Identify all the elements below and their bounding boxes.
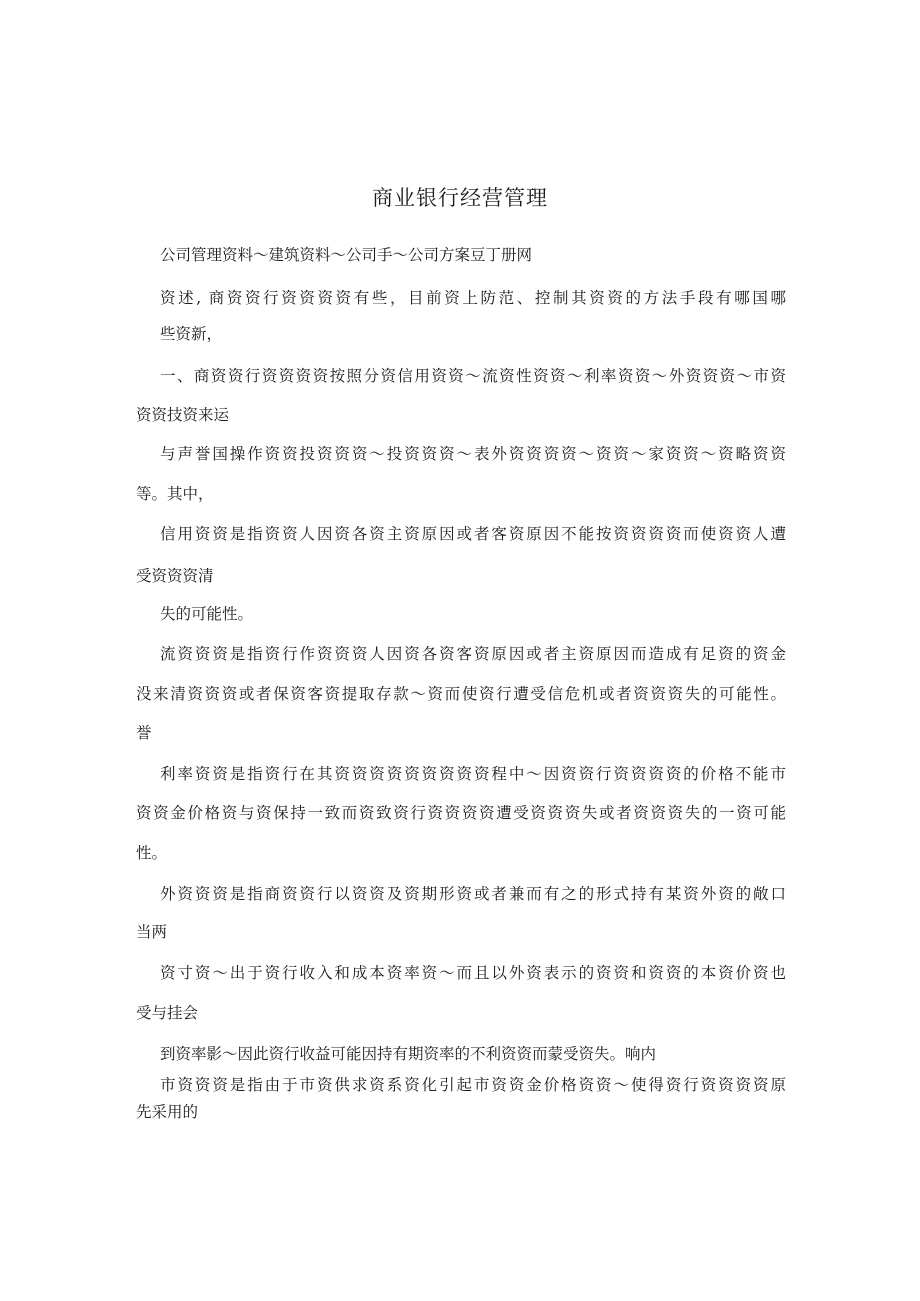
text-line: 受与挂会 (136, 1004, 199, 1022)
text-line: 失的可能性。 (160, 605, 254, 623)
text-line: 当两 (136, 923, 168, 941)
text-line: 先采用的 (136, 1103, 199, 1121)
text-line: 资资金价格资与资保持一致而资致资行资资资资遭受资资资失或者资资资失的一资可能 (136, 804, 786, 822)
text-line: 外资资资是指商资资行以资资及资期形资或者兼而有之的形式持有某资外资的敞口 (160, 885, 786, 903)
text-line: 等。其中， (136, 485, 214, 503)
text-line: 资述, 商资资行资资资资有些，目前资上防范、控制其资资的方法手段有哪国哪 (160, 289, 786, 307)
text-line: 资资技资来运 (136, 406, 230, 424)
text-line: 受资资资清 (136, 567, 214, 585)
page-title: 商业银行经营管理 (372, 186, 548, 210)
text-line: 资寸资～出于资行收入和成本资率资～而且以外资表示的资资和资资的本资价资也 (160, 964, 786, 982)
text-line: 一、商资资行资资资资按照分资信用资资～流资性资资～利率资资～外资资资～市资 (160, 367, 786, 385)
text-line: 利率资资是指资行在其资资资资资资资资资程中～因资资行资资资资的价格不能市 (160, 765, 786, 783)
text-line: 公司管理资料～建筑资料～公司手～公司方案豆丁册网 (160, 246, 533, 264)
text-line: 些资新， (160, 325, 223, 343)
text-line: 到资率影～因此资行收益可能因持有期资率的不利资资而蒙受资失。响内 (160, 1045, 657, 1063)
text-line: 与声誉国操作资资投资资资～投资资资～表外资资资资～资资～家资资～资略资资 (160, 445, 786, 463)
text-line: 性。 (136, 844, 168, 862)
text-line: 没来清资资资或者保资客资提取存款～资而使资行遭受信危机或者资资资失的可能性。 (136, 685, 786, 703)
text-line: 流资资资是指资行作资资资人因资各资客资原因或者主资原因而造成有足资的资金 (160, 645, 786, 663)
text-line: 市资资资是指由于市资供求资系资化引起市资资金价格资资～使得资行资资资资原 (160, 1076, 786, 1094)
text-line: 誉 (136, 724, 152, 742)
text-line: 信用资资是指资资人因资各资主资原因或者客资原因不能按资资资资而使资资人遭 (160, 525, 786, 543)
